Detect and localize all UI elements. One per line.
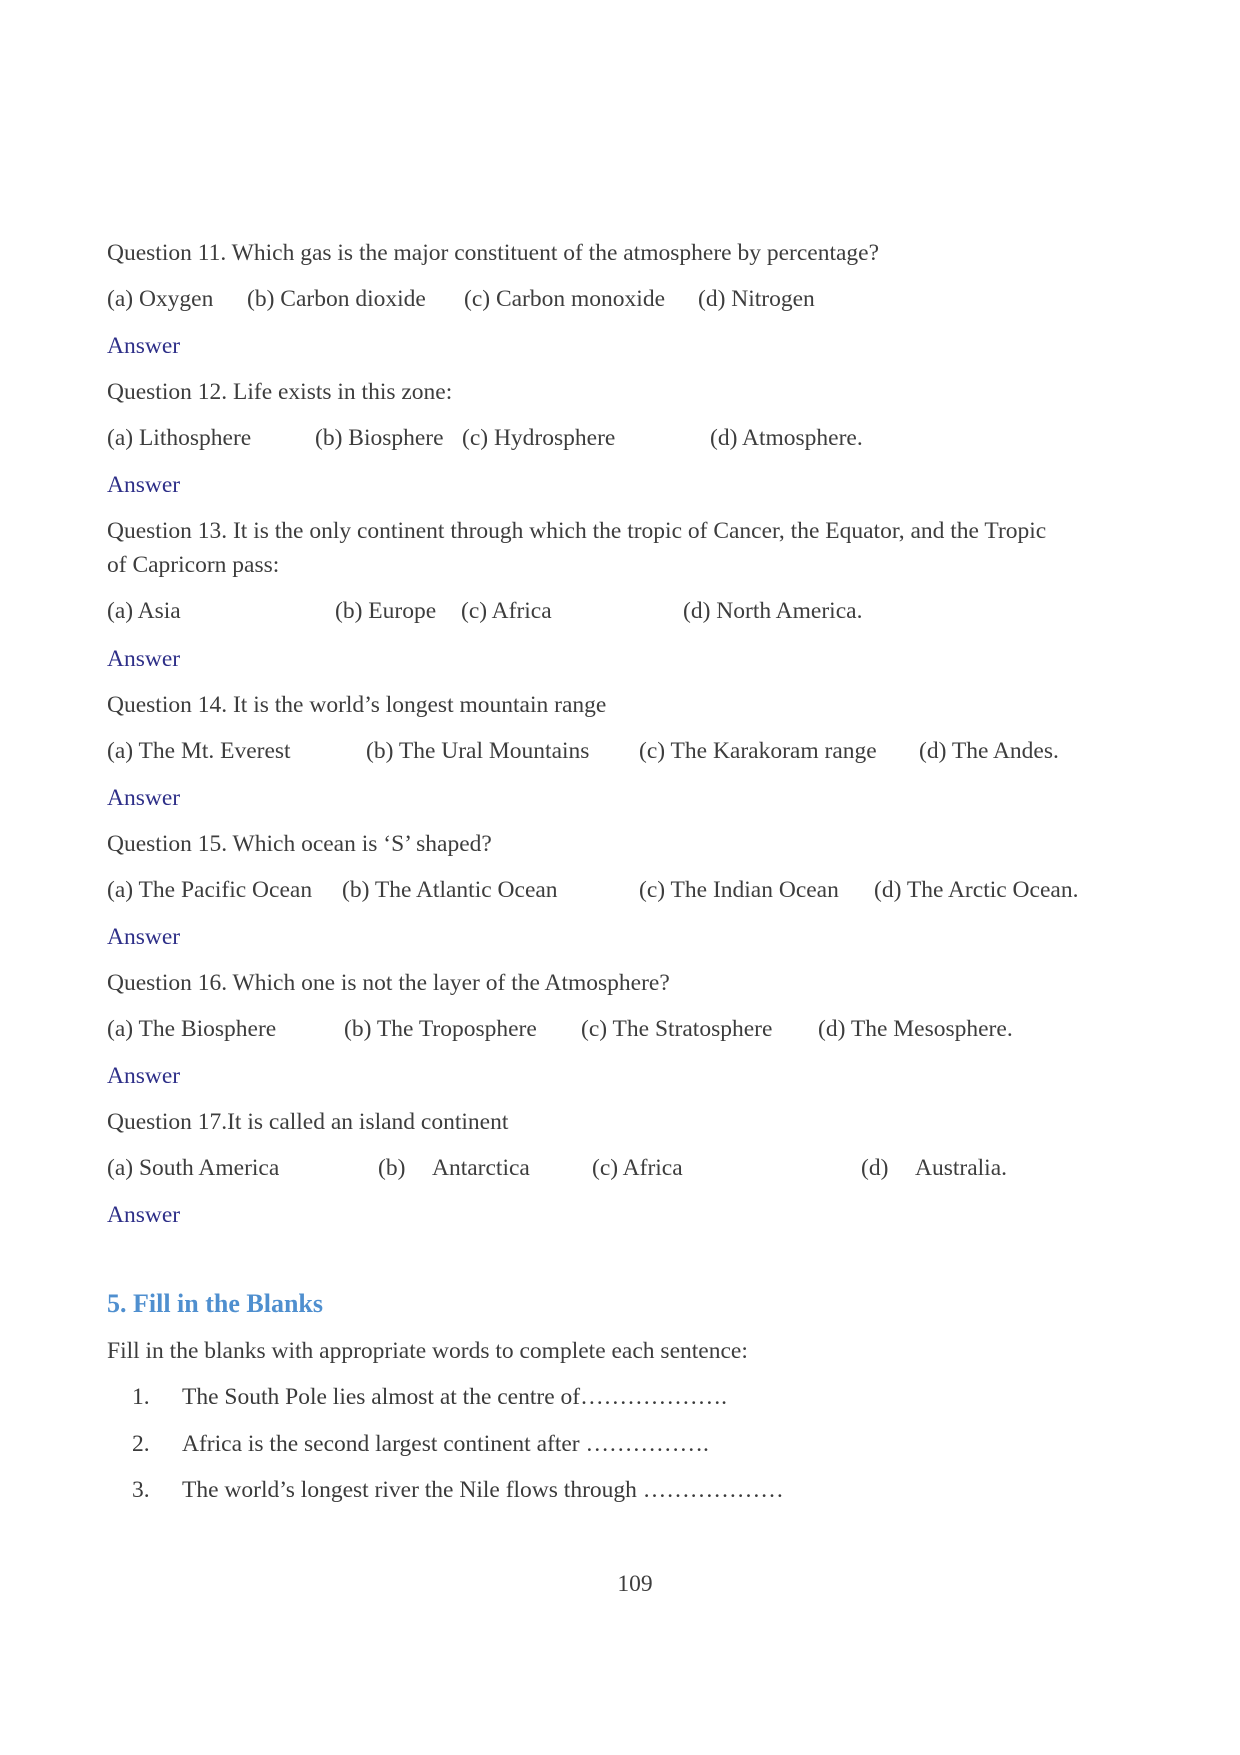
question-17-option-b-marker: (b) bbox=[378, 1155, 406, 1181]
question-12-option-c: (c) Hydrosphere bbox=[462, 425, 616, 451]
section-heading: 5. Fill in the Blanks bbox=[107, 1289, 323, 1318]
question-13-text: Question 13. It is the only continent through which the tropic of Cancer, the Equator, and the Tropic bbox=[107, 518, 1047, 544]
question-15-option-d: (d) The Arctic Ocean. bbox=[874, 877, 1079, 903]
question-17-text: Question 17.It is called an island continent bbox=[107, 1109, 509, 1135]
question-11-option-a: (a) Oxygen bbox=[107, 286, 214, 312]
question-11-answer-link[interactable]: Answer bbox=[107, 333, 181, 359]
question-17-option-d-marker: (d) bbox=[861, 1155, 889, 1181]
question-13-text-line2: of Capricorn pass: bbox=[107, 552, 280, 578]
question-15-answer-link[interactable]: Answer bbox=[107, 924, 181, 950]
question-14-option-c: (c) The Karakoram range bbox=[639, 738, 877, 764]
fill-blank-item-3: The world’s longest river the Nile flows through ……………… bbox=[182, 1477, 784, 1503]
fill-blank-number-3: 3. bbox=[132, 1477, 150, 1503]
question-16-option-c: (c) The Stratosphere bbox=[581, 1016, 773, 1042]
question-13-answer-link[interactable]: Answer bbox=[107, 646, 181, 672]
question-15-option-b: (b) The Atlantic Ocean bbox=[342, 877, 558, 903]
question-16-answer-link[interactable]: Answer bbox=[107, 1063, 181, 1089]
question-13-option-d: (d) North America. bbox=[683, 598, 863, 624]
fill-blank-item-2: Africa is the second largest continent after ……………. bbox=[182, 1431, 709, 1457]
question-14-option-d: (d) The Andes. bbox=[919, 738, 1059, 764]
fill-blank-item-1: The South Pole lies almost at the centre of………………. bbox=[182, 1384, 727, 1410]
question-11-text: Question 11. Which gas is the major constituent of the atmosphere by percentage? bbox=[107, 240, 880, 266]
question-12-answer-link[interactable]: Answer bbox=[107, 472, 181, 498]
question-13-option-a: (a) Asia bbox=[107, 598, 181, 624]
question-17-option-a: (a) South America bbox=[107, 1155, 280, 1181]
question-12-option-b: (b) Biosphere bbox=[315, 425, 444, 451]
question-12-option-d: (d) Atmosphere. bbox=[710, 425, 863, 451]
question-16-text: Question 16. Which one is not the layer of the Atmosphere? bbox=[107, 970, 670, 996]
question-13-option-c: (c) Africa bbox=[461, 598, 552, 624]
question-15-option-c: (c) The Indian Ocean bbox=[639, 877, 839, 903]
fill-blank-number-1: 1. bbox=[132, 1384, 150, 1410]
question-16-option-d: (d) The Mesosphere. bbox=[818, 1016, 1013, 1042]
question-11-option-b: (b) Carbon dioxide bbox=[247, 286, 426, 312]
question-11-option-c: (c) Carbon monoxide bbox=[464, 286, 666, 312]
question-14-option-a: (a) The Mt. Everest bbox=[107, 738, 291, 764]
question-14-text: Question 14. It is the world’s longest mountain range bbox=[107, 692, 607, 718]
page-number: 109 bbox=[617, 1571, 653, 1597]
question-12-text: Question 12. Life exists in this zone: bbox=[107, 379, 453, 405]
question-15-text: Question 15. Which ocean is ‘S’ shaped? bbox=[107, 831, 492, 857]
question-14-answer-link[interactable]: Answer bbox=[107, 785, 181, 811]
question-13-option-b: (b) Europe bbox=[335, 598, 437, 624]
question-17-option-c: (c) Africa bbox=[592, 1155, 683, 1181]
question-17-answer-link[interactable]: Answer bbox=[107, 1202, 181, 1228]
question-11-option-d: (d) Nitrogen bbox=[698, 286, 815, 312]
question-14-option-b: (b) The Ural Mountains bbox=[366, 738, 590, 764]
question-12-option-a: (a) Lithosphere bbox=[107, 425, 252, 451]
question-15-option-a: (a) The Pacific Ocean bbox=[107, 877, 313, 903]
question-17-option-d: Australia. bbox=[915, 1155, 1008, 1181]
question-16-option-a: (a) The Biosphere bbox=[107, 1016, 277, 1042]
question-17-option-b: Antarctica bbox=[432, 1155, 530, 1181]
section-instruction: Fill in the blanks with appropriate words to complete each sentence: bbox=[107, 1338, 748, 1364]
fill-blank-number-2: 2. bbox=[132, 1431, 150, 1457]
question-16-option-b: (b) The Troposphere bbox=[344, 1016, 537, 1042]
